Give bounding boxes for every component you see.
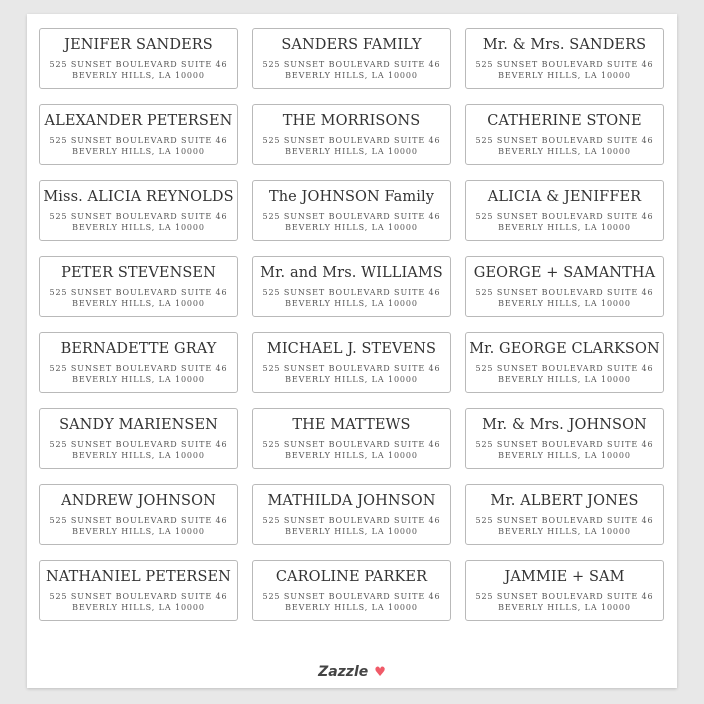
recipient-name: Mr. GEORGE CLARKSON <box>469 340 660 357</box>
address-line-1: 525 SUNSET BOULEVARD SUITE 46 <box>475 515 654 525</box>
sticker-sheet <box>27 14 677 688</box>
address-line-1: 525 SUNSET BOULEVARD SUITE 46 <box>475 363 654 373</box>
address-line-1: 525 SUNSET BOULEVARD SUITE 46 <box>49 363 228 373</box>
address-label[interactable] <box>465 560 664 621</box>
address-label[interactable] <box>252 28 451 89</box>
address-label[interactable] <box>465 180 664 241</box>
address-line-2: BEVERLY HILLS, LA 10000 <box>498 526 631 536</box>
address-line-1: 525 SUNSET BOULEVARD SUITE 46 <box>49 211 228 221</box>
recipient-name: SANDY MARIENSEN <box>59 416 218 433</box>
recipient-name: GEORGE + SAMANTHA <box>473 264 656 281</box>
address-line-1: 525 SUNSET BOULEVARD SUITE 46 <box>49 439 228 449</box>
address-line-2: BEVERLY HILLS, LA 10000 <box>72 374 205 384</box>
address-line-2: BEVERLY HILLS, LA 10000 <box>285 374 418 384</box>
address-label[interactable] <box>39 332 238 393</box>
address-line-1: 525 SUNSET BOULEVARD SUITE 46 <box>262 287 441 297</box>
address-label[interactable] <box>252 104 451 165</box>
address-line-2: BEVERLY HILLS, LA 10000 <box>498 374 631 384</box>
address-label[interactable] <box>465 104 664 165</box>
address-line-1: 525 SUNSET BOULEVARD SUITE 46 <box>49 591 228 601</box>
address-line-2: BEVERLY HILLS, LA 10000 <box>285 450 418 460</box>
address-line-2: BEVERLY HILLS, LA 10000 <box>72 602 205 612</box>
address-line-1: 525 SUNSET BOULEVARD SUITE 46 <box>49 287 228 297</box>
address-line-2: BEVERLY HILLS, LA 10000 <box>285 526 418 536</box>
recipient-name: JENIFER SANDERS <box>64 36 213 53</box>
address-label[interactable] <box>39 560 238 621</box>
address-line-1: 525 SUNSET BOULEVARD SUITE 46 <box>262 515 441 525</box>
address-line-1: 525 SUNSET BOULEVARD SUITE 46 <box>475 59 654 69</box>
address-line-2: BEVERLY HILLS, LA 10000 <box>285 146 418 156</box>
address-line-1: 525 SUNSET BOULEVARD SUITE 46 <box>475 211 654 221</box>
brand-logo: Zazzle <box>318 664 369 680</box>
address-line-1: 525 SUNSET BOULEVARD SUITE 46 <box>49 59 228 69</box>
recipient-name: Mr. and Mrs. WILLIAMS <box>260 264 443 281</box>
recipient-name: PETER STEVENSEN <box>61 264 216 281</box>
address-line-1: 525 SUNSET BOULEVARD SUITE 46 <box>262 591 441 601</box>
address-label[interactable] <box>465 408 664 469</box>
address-label[interactable] <box>465 332 664 393</box>
address-line-2: BEVERLY HILLS, LA 10000 <box>285 222 418 232</box>
recipient-name: SANDERS FAMILY <box>281 36 422 53</box>
address-line-1: 525 SUNSET BOULEVARD SUITE 46 <box>262 59 441 69</box>
address-label[interactable] <box>39 256 238 317</box>
address-label[interactable] <box>39 408 238 469</box>
address-line-1: 525 SUNSET BOULEVARD SUITE 46 <box>262 211 441 221</box>
address-line-1: 525 SUNSET BOULEVARD SUITE 46 <box>49 515 228 525</box>
recipient-name: ALEXANDER PETERSEN <box>44 112 233 129</box>
address-line-2: BEVERLY HILLS, LA 10000 <box>498 146 631 156</box>
address-line-2: BEVERLY HILLS, LA 10000 <box>498 450 631 460</box>
address-line-2: BEVERLY HILLS, LA 10000 <box>72 222 205 232</box>
recipient-name: THE MATTEWS <box>292 416 411 433</box>
recipient-name: Mr. & Mrs. JOHNSON <box>482 416 647 433</box>
address-line-2: BEVERLY HILLS, LA 10000 <box>72 298 205 308</box>
recipient-name: ALICIA & JENIFFER <box>487 188 642 205</box>
address-line-1: 525 SUNSET BOULEVARD SUITE 46 <box>475 439 654 449</box>
recipient-name: The JOHNSON Family <box>268 188 435 205</box>
address-line-2: BEVERLY HILLS, LA 10000 <box>285 70 418 80</box>
recipient-name: MATHILDA JOHNSON <box>267 492 436 509</box>
recipient-name: ANDREW JOHNSON <box>61 492 216 509</box>
address-line-1: 525 SUNSET BOULEVARD SUITE 46 <box>475 287 654 297</box>
address-label[interactable] <box>465 28 664 89</box>
address-label[interactable] <box>465 256 664 317</box>
address-label[interactable] <box>252 256 451 317</box>
address-label[interactable] <box>252 180 451 241</box>
address-line-2: BEVERLY HILLS, LA 10000 <box>498 298 631 308</box>
address-line-1: 525 SUNSET BOULEVARD SUITE 46 <box>262 363 441 373</box>
address-line-2: BEVERLY HILLS, LA 10000 <box>72 146 205 156</box>
address-label[interactable] <box>39 28 238 89</box>
address-label[interactable] <box>252 408 451 469</box>
recipient-name: Mr. & Mrs. SANDERS <box>482 36 647 53</box>
address-line-1: 525 SUNSET BOULEVARD SUITE 46 <box>49 135 228 145</box>
recipient-name: THE MORRISONS <box>282 112 421 129</box>
recipient-name: JAMMIE + SAM <box>504 568 625 585</box>
heart-icon: ♥ <box>374 664 386 680</box>
address-line-1: 525 SUNSET BOULEVARD SUITE 46 <box>262 439 441 449</box>
address-label[interactable] <box>39 104 238 165</box>
address-line-2: BEVERLY HILLS, LA 10000 <box>498 602 631 612</box>
recipient-name: Mr. ALBERT JONES <box>490 492 639 509</box>
recipient-name: NATHANIEL PETERSEN <box>46 568 231 585</box>
address-line-2: BEVERLY HILLS, LA 10000 <box>498 70 631 80</box>
address-line-2: BEVERLY HILLS, LA 10000 <box>285 298 418 308</box>
address-line-2: BEVERLY HILLS, LA 10000 <box>498 222 631 232</box>
address-line-2: BEVERLY HILLS, LA 10000 <box>72 70 205 80</box>
label-grid <box>39 28 665 621</box>
recipient-name: BERNADETTE GRAY <box>60 340 217 357</box>
address-line-2: BEVERLY HILLS, LA 10000 <box>285 602 418 612</box>
recipient-name: CAROLINE PARKER <box>275 568 428 585</box>
address-line-1: 525 SUNSET BOULEVARD SUITE 46 <box>262 135 441 145</box>
address-label[interactable] <box>252 484 451 545</box>
address-line-2: BEVERLY HILLS, LA 10000 <box>72 450 205 460</box>
address-label[interactable] <box>39 180 238 241</box>
recipient-name: Miss. ALICIA REYNOLDS <box>43 188 234 205</box>
address-label[interactable] <box>252 560 451 621</box>
brand-footer <box>27 664 677 680</box>
address-line-2: BEVERLY HILLS, LA 10000 <box>72 526 205 536</box>
address-line-1: 525 SUNSET BOULEVARD SUITE 46 <box>475 591 654 601</box>
address-label[interactable] <box>252 332 451 393</box>
address-label[interactable] <box>39 484 238 545</box>
address-line-1: 525 SUNSET BOULEVARD SUITE 46 <box>475 135 654 145</box>
recipient-name: MICHAEL J. STEVENS <box>266 340 437 357</box>
recipient-name: CATHERINE STONE <box>487 112 642 129</box>
address-label[interactable] <box>465 484 664 545</box>
